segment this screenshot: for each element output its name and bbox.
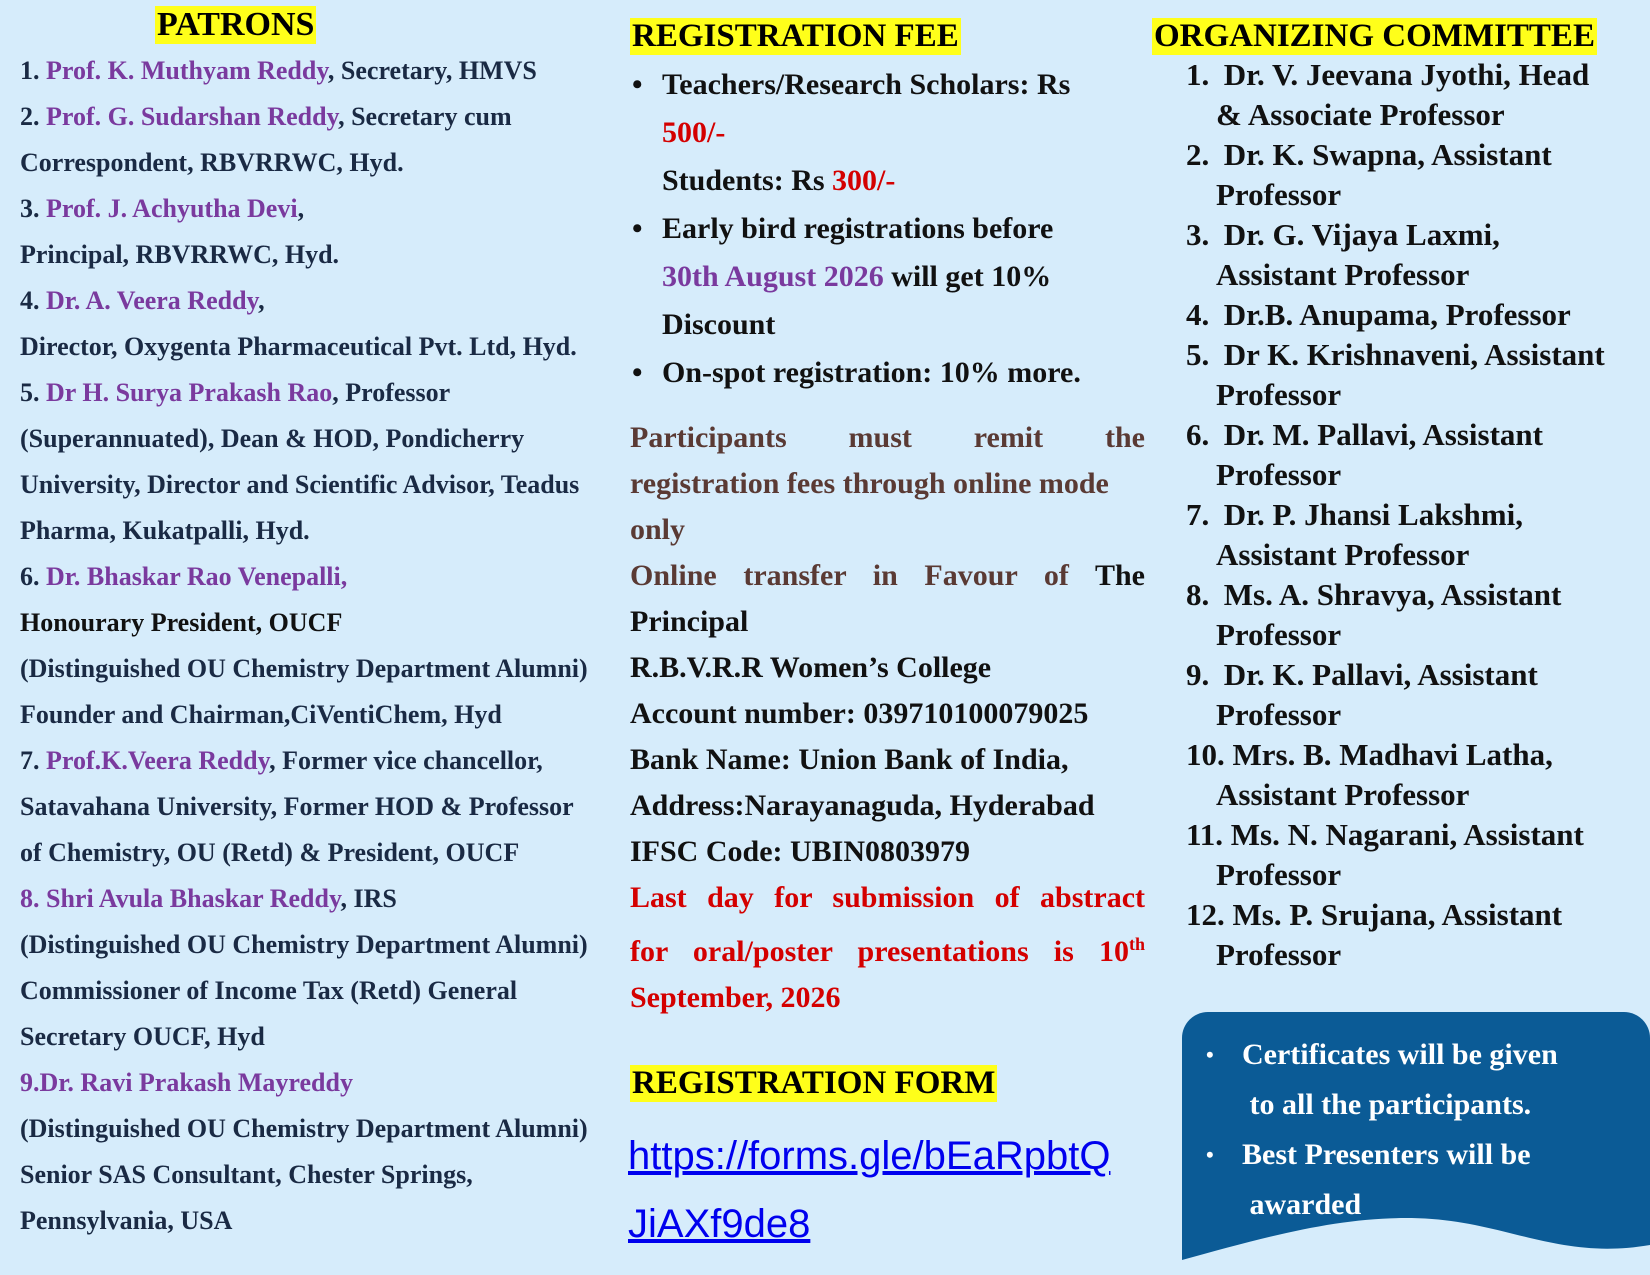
committee-member: [1186, 55, 1642, 135]
patron-line: [20, 1106, 640, 1152]
early-bird-discount: will get 10%: [883, 260, 1052, 293]
patron-line: [20, 324, 640, 370]
patron-name: 9.Dr. Ravi Prakash Mayreddy: [20, 1068, 353, 1097]
patron-text: 2.: [20, 102, 46, 131]
patron-text: 5.: [20, 378, 46, 407]
college-name: R.B.V.R.R Women’s College: [630, 651, 992, 684]
bullet-icon: •: [1206, 1142, 1214, 1167]
committee-list: [1152, 55, 1642, 975]
fee-teachers-amount: 500/-: [662, 116, 726, 149]
patron-name: Prof. J. Achyutha Devi: [46, 194, 298, 223]
patron-line: [20, 186, 640, 232]
award-line-1: Best Presenters will be: [1242, 1138, 1531, 1171]
member-number: 6.: [1186, 417, 1210, 452]
registration-form-link[interactable]: [628, 1122, 1145, 1258]
member-number: 7.: [1186, 497, 1210, 532]
registration-form-link-part-1[interactable]: https://forms.gle/bEaRpbtQ: [628, 1134, 1111, 1178]
patron-text: Honourary President, OUCF: [20, 608, 343, 637]
deadline-line-2: [630, 921, 1145, 975]
member-line-2: Professor: [1216, 177, 1342, 212]
bank-address: Address:Narayanaguda, Hyderabad: [630, 789, 1095, 822]
transfer-line-1: [630, 553, 1145, 599]
patron-text: Principal, RBVRRWC, Hyd.: [20, 240, 340, 269]
transfer-line-2: Principal: [630, 605, 749, 638]
remit-line-1: Participants must remit the: [630, 421, 1145, 454]
certificate-line-1: Certificates will be given: [1242, 1038, 1558, 1071]
fee-item-early-bird: [632, 205, 1145, 349]
member-line-1: Dr K. Krishnaveni, Assistant: [1223, 337, 1605, 372]
patron-line: [20, 646, 640, 692]
patron-text: 6.: [20, 562, 46, 591]
certificate-item: [1206, 1030, 1650, 1130]
fee-item-teachers: [632, 61, 1145, 205]
member-line-2: Assistant Professor: [1216, 777, 1470, 812]
patron-line: [20, 232, 640, 278]
member-number: 2.: [1186, 137, 1210, 172]
fee-students-amount: 300/-: [832, 164, 896, 197]
patron-line: [20, 370, 640, 416]
committee-member: [1186, 895, 1642, 975]
member-line-2: Professor: [1216, 937, 1342, 972]
patron-text: , Secretary cum: [338, 102, 512, 131]
patron-text: (Distinguished OU Chemistry Department Alumni): [20, 930, 588, 959]
patron-name: Dr H. Surya Prakash Rao: [46, 378, 333, 407]
certificates-list: [1182, 1012, 1650, 1230]
registration-fee-title: REGISTRATION FEE: [632, 18, 959, 54]
bullet-icon: •: [632, 356, 643, 389]
member-number: 8.: [1186, 577, 1210, 612]
early-bird-text: Early bird registrations before: [662, 212, 1054, 245]
patron-text: 3.: [20, 194, 46, 223]
patron-line: [20, 738, 640, 784]
member-line-2: & Associate Professor: [1216, 97, 1505, 132]
deadline-text: for oral/poster presentations is 10: [630, 935, 1129, 968]
patron-text: Senior SAS Consultant, Chester Springs,: [20, 1160, 473, 1189]
patrons-section: [20, 0, 640, 1244]
patron-line: [20, 692, 640, 738]
committee-member: [1186, 295, 1642, 335]
patron-line: [20, 554, 640, 600]
patron-text: 7.: [20, 746, 46, 775]
patron-line: [20, 462, 640, 508]
patron-text: of Chemistry, OU (Retd) & President, OUCF: [20, 838, 520, 867]
committee-member: [1186, 415, 1642, 495]
certificate-line-2: to all the participants.: [1249, 1088, 1532, 1121]
member-line-1: Dr.B. Anupama, Professor: [1223, 297, 1571, 332]
committee-section: [1152, 0, 1642, 975]
patron-name: Prof. G. Sudarshan Reddy: [46, 102, 339, 131]
patron-line: [20, 876, 640, 922]
member-line-2: Professor: [1216, 617, 1342, 652]
transfer-text: Online transfer in Favour of: [630, 559, 1095, 592]
patron-text: Commissioner of Income Tax (Retd) General: [20, 976, 518, 1005]
fee-teachers-label: Teachers/Research Scholars: Rs: [662, 68, 1071, 101]
patron-text: (Distinguished OU Chemistry Department Alumni): [20, 1114, 588, 1143]
patron-name: Prof.K.Veera Reddy: [46, 746, 270, 775]
certificates-panel: [1182, 1012, 1650, 1275]
member-number: 9.: [1186, 657, 1210, 692]
member-line-2: Professor: [1216, 857, 1342, 892]
registration-section: [630, 0, 1145, 1258]
committee-member: [1186, 215, 1642, 295]
fee-list: [630, 61, 1145, 397]
patrons-title: PATRONS: [157, 6, 315, 43]
transfer-the: The: [1094, 559, 1145, 592]
deadline-superscript: th: [1128, 934, 1145, 954]
member-number: 1.: [1186, 57, 1210, 92]
patron-name: Prof. K. Muthyam Reddy: [46, 56, 328, 85]
account-number: Account number: 039710100079025: [630, 697, 1089, 730]
patrons-list: [20, 48, 640, 1244]
patron-line: [20, 830, 640, 876]
member-number: 5.: [1186, 337, 1210, 372]
member-line-2: Professor: [1216, 697, 1342, 732]
patron-line: [20, 922, 640, 968]
patron-text: , Former vice chancellor,: [269, 746, 543, 775]
patron-text: 1.: [20, 56, 46, 85]
member-line-2: Professor: [1216, 377, 1342, 412]
registration-form-link-part-2[interactable]: JiAXf9de8: [628, 1202, 811, 1246]
registration-form-title: REGISTRATION FORM: [632, 1065, 996, 1101]
patron-name: Dr. A. Veera Reddy: [46, 286, 259, 315]
early-bird-discount-label: Discount: [662, 308, 776, 341]
patron-text: ,: [258, 286, 265, 315]
ifsc-code: IFSC Code: UBIN0803979: [630, 835, 971, 868]
member-line-1: Dr. K. Swapna, Assistant: [1223, 137, 1552, 172]
patron-line: [20, 416, 640, 462]
member-line-1: Dr. K. Pallavi, Assistant: [1223, 657, 1538, 692]
committee-member: [1186, 735, 1642, 815]
patron-text: , IRS: [340, 884, 397, 913]
patron-text: Secretary OUCF, Hyd: [20, 1022, 265, 1051]
patron-line: [20, 278, 640, 324]
patron-line: [20, 508, 640, 554]
member-line-1: Ms. P. Srujana, Assistant: [1232, 897, 1563, 932]
bullet-icon: •: [632, 212, 643, 245]
committee-member: [1186, 815, 1642, 895]
patron-line: [20, 1060, 640, 1106]
bullet-icon: •: [1206, 1042, 1214, 1067]
fee-students-label: Students: Rs: [662, 164, 833, 197]
patron-line: [20, 1198, 640, 1244]
patron-text: Founder and Chairman,CiVentiChem, Hyd: [20, 700, 502, 729]
patron-text: Pennsylvania, USA: [20, 1206, 233, 1235]
deadline-line-1: Last day for submission of abstract: [630, 881, 1145, 914]
patron-name: Dr. Bhaskar Rao Venepalli,: [46, 562, 348, 591]
member-line-2: Assistant Professor: [1216, 257, 1470, 292]
bank-name: Bank Name: Union Bank of India,: [630, 743, 1069, 776]
member-line-2: Assistant Professor: [1216, 537, 1470, 572]
member-number: 4.: [1186, 297, 1210, 332]
fee-item-on-spot: [632, 349, 1145, 397]
deadline-line-3: September, 2026: [630, 981, 841, 1014]
patron-line: [20, 1014, 640, 1060]
patron-text: , Professor: [332, 378, 451, 407]
patron-line: [20, 140, 640, 186]
patron-name: 8. Shri Avula Bhaskar Reddy: [20, 884, 341, 913]
patron-text: (Superannuated), Dean & HOD, Pondicherry: [20, 424, 525, 453]
patron-line: [20, 600, 640, 646]
member-line-1: Dr. P. Jhansi Lakshmi,: [1223, 497, 1523, 532]
remit-line-3: only: [630, 513, 686, 546]
payment-details: [630, 415, 1145, 1021]
member-number: 12.: [1186, 897, 1225, 932]
member-line-1: Mrs. B. Madhavi Latha,: [1232, 737, 1553, 772]
patron-text: Correspondent, RBVRRWC, Hyd.: [20, 148, 404, 177]
patron-line: [20, 94, 640, 140]
patron-text: ,: [297, 194, 305, 223]
patron-line: [20, 784, 640, 830]
committee-member: [1186, 335, 1642, 415]
award-line-2: awarded: [1249, 1188, 1362, 1221]
award-item: [1206, 1130, 1650, 1230]
bullet-icon: •: [632, 68, 643, 101]
committee-title: ORGANIZING COMMITTEE: [1154, 18, 1595, 54]
patron-line: [20, 968, 640, 1014]
patron-text: Director, Oxygenta Pharmaceutical Pvt. Ltd, Hyd.: [20, 332, 577, 361]
member-line-1: Dr. G. Vijaya Laxmi,: [1223, 217, 1500, 252]
member-line-1: Dr. M. Pallavi, Assistant: [1223, 417, 1543, 452]
patron-text: University, Director and Scientific Advisor, Teadus: [20, 470, 580, 499]
committee-member: [1186, 655, 1642, 735]
remit-line-2: registration fees through online mode: [630, 467, 1109, 500]
member-line-1: Dr. V. Jeevana Jyothi, Head: [1223, 57, 1590, 92]
patron-text: Pharma, Kukatpalli, Hyd.: [20, 516, 310, 545]
patron-text: 4.: [20, 286, 46, 315]
patron-line: [20, 1152, 640, 1198]
committee-member: [1186, 495, 1642, 575]
patron-text: (Distinguished OU Chemistry Department Alumni): [20, 654, 588, 683]
committee-member: [1186, 135, 1642, 215]
on-spot-text: On-spot registration: 10% more.: [662, 356, 1081, 389]
member-number: 11.: [1186, 817, 1224, 852]
early-bird-date: 30th August 2026: [662, 260, 884, 293]
member-line-1: Ms. N. Nagarani, Assistant: [1230, 817, 1584, 852]
committee-member: [1186, 575, 1642, 655]
member-number: 10.: [1186, 737, 1225, 772]
member-line-2: Professor: [1216, 457, 1342, 492]
patron-text: Satavahana University, Former HOD & Professor: [20, 792, 574, 821]
member-number: 3.: [1186, 217, 1210, 252]
patron-text: , Secretary, HMVS: [327, 56, 537, 85]
patron-line: [20, 48, 640, 94]
member-line-1: Ms. A. Shravya, Assistant: [1223, 577, 1562, 612]
